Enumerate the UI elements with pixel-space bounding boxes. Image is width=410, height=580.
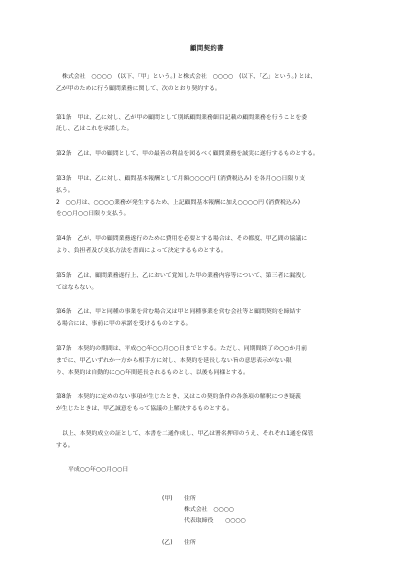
article-line: を○○月○○日限り支払う。 [56, 211, 130, 218]
party-b-address-label: 住所 [184, 539, 196, 546]
article-line: が生じたときは、甲乙誠意をもって協議の上解決するものとする。 [56, 406, 233, 413]
article-1 [56, 113, 358, 137]
article-2 [56, 149, 358, 161]
article-line: 第1条 甲は、乙に対し、乙が甲の顧問として別紙顧問業務細目記載の顧問業務を行うことを委 [56, 114, 308, 121]
article-line: 第8条 本契約に定めのない事項が生じたとき、又はこの契約条件の各条項の解釈につき疑義 [56, 394, 301, 401]
article-line: 第7条 本契約の期間は、平成○○年○○月○○日までとする。ただし、同期間終了の○○か月前 [56, 345, 308, 352]
article-line: 払う。 [56, 187, 74, 194]
article-6 [56, 307, 358, 331]
article-8 [56, 392, 358, 416]
article-line: より、負担者及び支払方法を書面によって決定するものとする。 [56, 247, 227, 254]
party-a-address-label: 住所 [184, 495, 196, 502]
article-line: る場合には、事前に甲の承諾を受けるものとする。 [56, 321, 192, 328]
article-line: までに、甲乙いずれか一方から相手方に対し、本契約を延長しない旨の意思表示がない限 [56, 357, 292, 364]
intro-paragraph [56, 72, 358, 96]
article-7 [56, 344, 358, 379]
article-4 [56, 234, 358, 258]
intro-line: 乙が甲のために行う顧問業務に関して、次のとおり契約する。 [56, 85, 221, 92]
article-5 [56, 271, 358, 295]
article-line: 託し、乙はこれを承諾した。 [56, 126, 133, 133]
party-a-block [162, 494, 358, 527]
article-line: 第3条 甲は、乙に対し、顧問基本報酬として月額○○○○円 (消費税込み) を各月○○日限り支 [56, 175, 306, 182]
article-line: 第2条 乙は、甲の顧問として、甲の最善の利益を図るべく顧問業務を誠実に遂行するものとする。 [56, 151, 319, 158]
contract-date: 平成○○年○○月○○日 [68, 466, 129, 473]
article-line: 第5条 乙は、顧問業務遂行上、乙において覚知した甲の業務内容等について、第三者に漏洩し [56, 272, 307, 279]
party-b-label: (乙) [162, 539, 173, 546]
intro-line: 株式会社 ○○○○ (以下、「甲」という。) と株式会社 ○○○○ (以下、「乙」という。) とは、 [62, 74, 317, 80]
article-line: 第6条 乙は、甲と同種の事業を営む場合又は甲と同種事業を営む会社等と顧問契約を締結す [56, 309, 302, 316]
article-3 [56, 174, 358, 221]
party-a-company: 株式会社 ○○○○ [184, 506, 235, 513]
closing-paragraph [56, 429, 358, 453]
article-line: てはならない。 [56, 284, 98, 291]
party-b-address-row [162, 538, 358, 549]
closing-line: 以上、本契約成立の証として、本書を二通作成し、甲乙は署名押印のうえ、それぞれ1通を保管 [62, 430, 314, 437]
article-line: 第4条 乙が、甲の顧問業務遂行のために費用を必要とする場合は、その都度、甲乙間の協議に [56, 236, 308, 243]
article-line: り、本契約は自動的に○○年間延長されるものとし、以後も同様とする。 [56, 369, 249, 376]
closing-line: する。 [56, 442, 74, 449]
party-a-representative: 代表取締役 ○○○○ [184, 517, 246, 524]
article-line: 2 ○○月は、○○○○業務が発生するため、上記顧問基本報酬に加え○○○○円 (消費税込み) [56, 199, 300, 206]
party-a-address-row [162, 494, 358, 505]
party-a-label: (甲) [162, 495, 173, 502]
party-b-block [162, 538, 358, 549]
document-title: 顧問契約書 [190, 44, 224, 52]
